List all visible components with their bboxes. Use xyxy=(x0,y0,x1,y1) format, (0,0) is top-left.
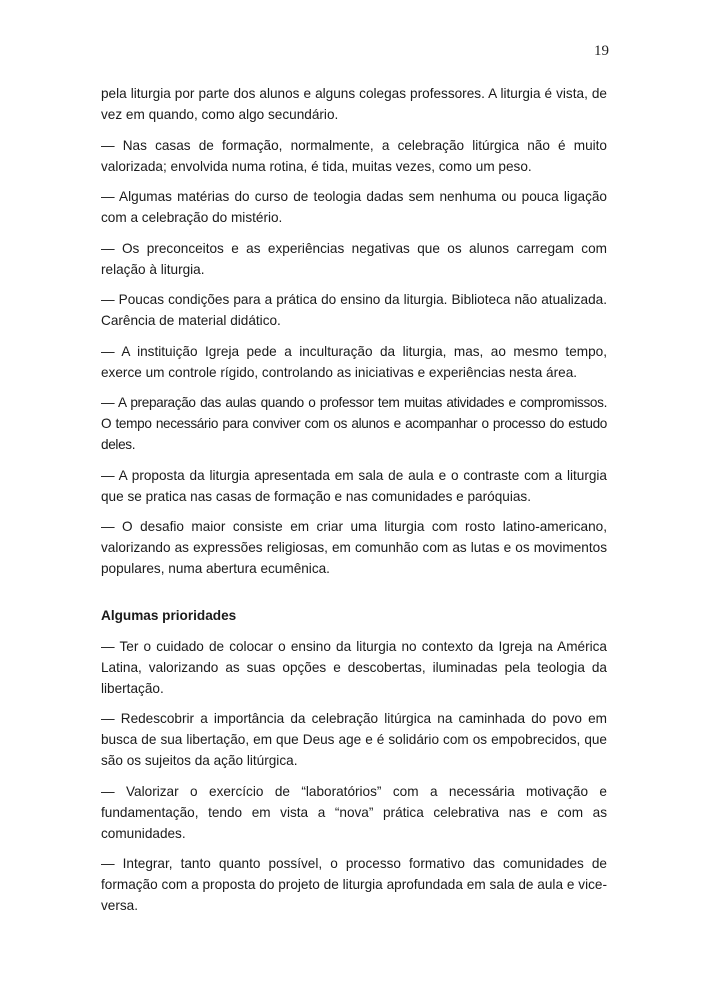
paragraph-class-preparation: — A preparação das aulas quando o professor tem muitas atividades e compromissos. O tempo necessário para conviver com os alunos e acompanhar o processo do estudo deles. xyxy=(101,395,607,452)
paragraph-conditions: — Poucas condições para a prática do ensino da liturgia. Biblioteca não atualizada. Carência de material didático. xyxy=(101,292,607,328)
paragraph-theology-subjects: — Algumas matérias do curso de teologia dadas sem nenhuma ou pouca ligação com a celebração do mistério. xyxy=(101,189,607,225)
paragraph-continuation: pela liturgia por parte dos alunos e alguns colegas professores. A liturgia é vista, de vez em quando, como algo secundário. xyxy=(101,86,607,122)
paragraph-formation-houses: — Nas casas de formação, normalmente, a celebração litúrgica não é muito valorizada; envolvida numa rotina, é tida, muitas vezes, como um peso. xyxy=(101,137,607,174)
paragraph-priority-rediscover: — Redescobrir a importância da celebração litúrgica na caminhada do povo em busca de sua libertação, em que Deus age e é solidário com os empobrecidos, que são os sujeitos da ação litúrgica. xyxy=(101,711,607,768)
paragraph-greater-challenge: — O desafio maior consiste em criar uma liturgia com rosto latino-americano, valorizando as expressões religiosas, em comunhão com as lutas e os movimentos populares, numa abertura ecumênica. xyxy=(101,519,607,576)
paragraph-prejudices: — Os preconceitos e as experiências negativas que os alunos carregam com relação à liturgia. xyxy=(101,240,607,277)
paragraph-priority-context: — Ter o cuidado de colocar o ensino da liturgia no contexto da Igreja na América Latina, valorizando as suas opções e descobertas, iluminadas pela teologia da libertação. xyxy=(101,638,607,696)
paragraph-institution: — A instituição Igreja pede a inculturação da liturgia, mas, ao mesmo tempo, exerce um controle rígido, controlando as iniciativas e experiências nesta área. xyxy=(101,343,607,380)
paragraph-priority-integrate: — Integrar, tanto quanto possível, o processo formativo das comunidades de formação com a proposta do projeto de liturgia aprofundada em sala de aula e vice-versa. xyxy=(101,856,607,913)
paragraph-liturgy-contrast: — A proposta da liturgia apresentada em sala de aula e o contraste com a liturgia que se pratica nas casas de formação e nas comunidades e paróquias. xyxy=(101,467,607,504)
section-heading: Algumas prioridades xyxy=(101,608,237,623)
page-body xyxy=(101,83,607,926)
paragraph-priority-laboratories: — Valorizar o exercício de “laboratórios” com a necessária motivação e fundamentação, tendo em vista a “nova” prática celebrativa nas e com as comunidades. xyxy=(101,783,607,841)
page-number: 19 xyxy=(594,43,609,59)
